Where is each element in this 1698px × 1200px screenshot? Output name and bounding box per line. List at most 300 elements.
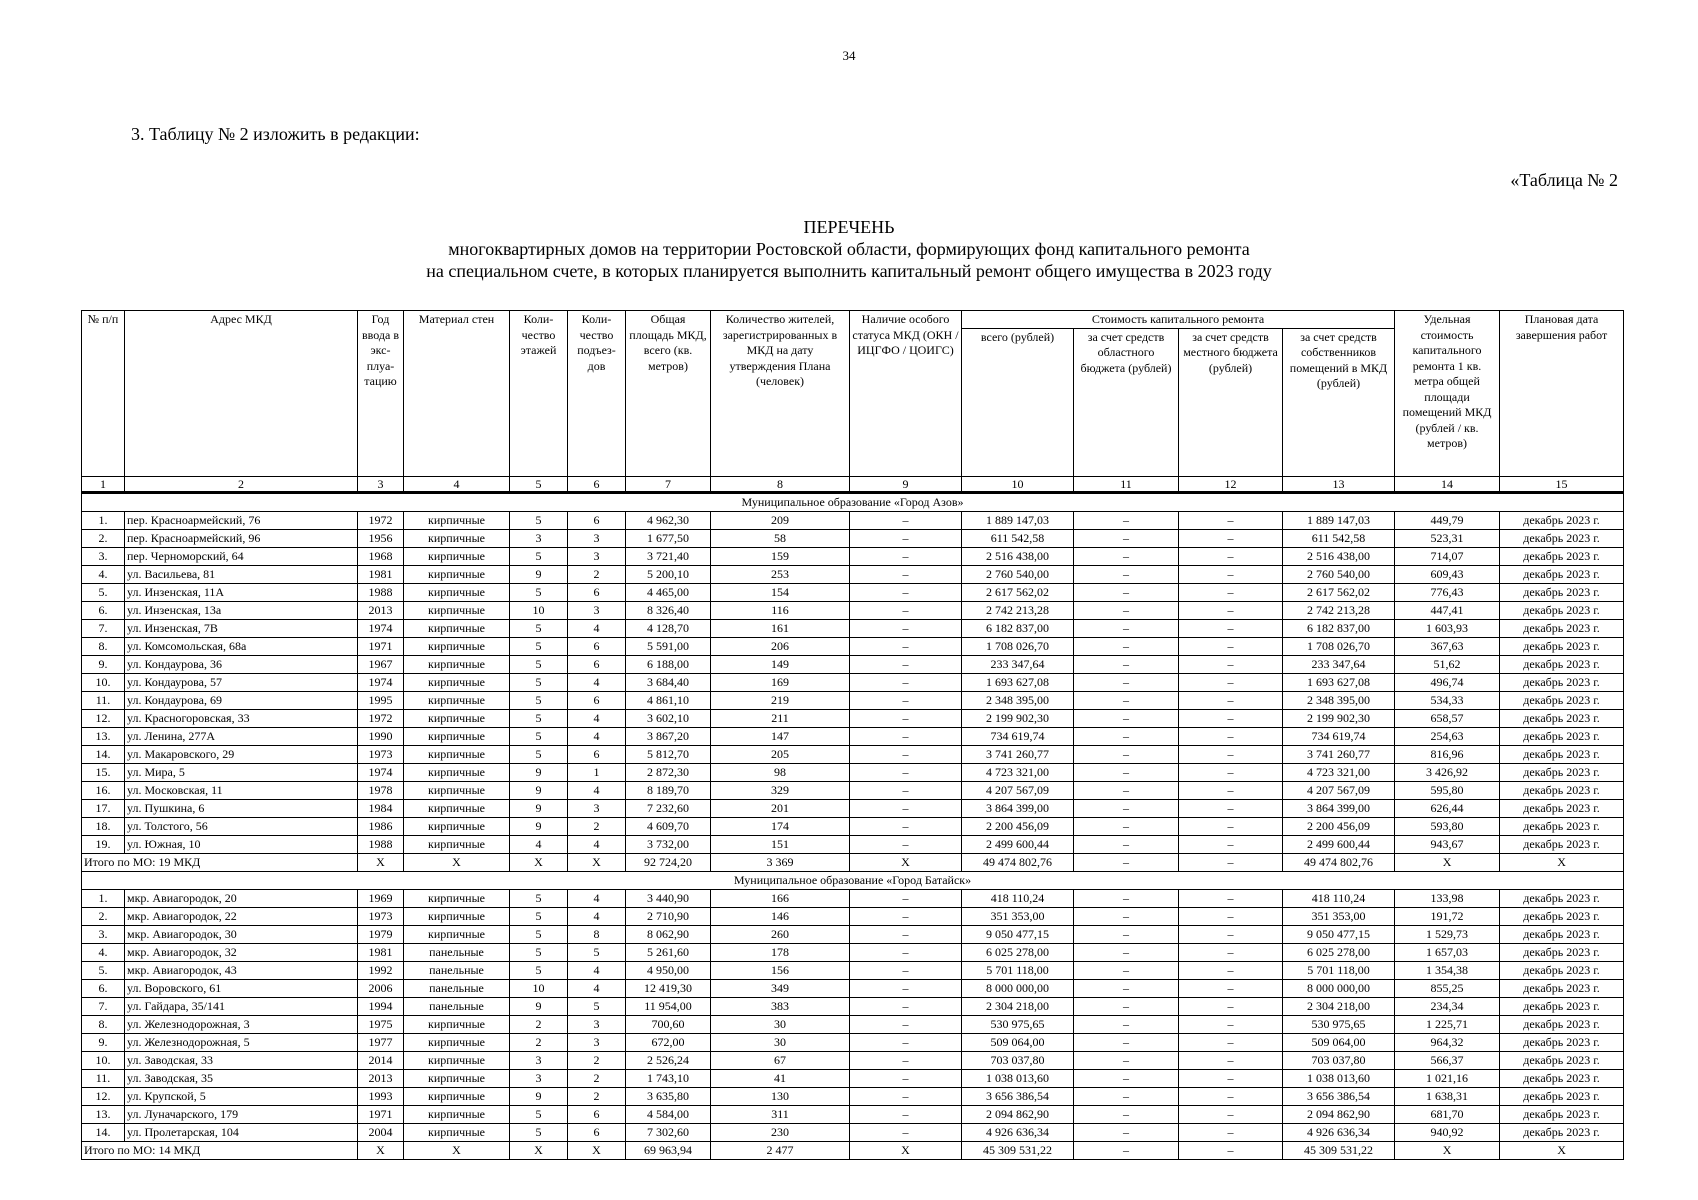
table-cell: – xyxy=(1179,1069,1283,1087)
table-cell: кирпичные xyxy=(404,583,510,601)
table-cell: кирпичные xyxy=(404,673,510,691)
table-cell: 855,25 xyxy=(1395,979,1500,997)
table-cell: 2014 xyxy=(358,1051,404,1069)
table-cell: 1990 xyxy=(358,727,404,745)
table-cell: 9 050 477,15 xyxy=(1283,925,1395,943)
table-cell: 3 721,40 xyxy=(626,547,711,565)
table-cell: – xyxy=(1179,745,1283,763)
table-cell: – xyxy=(1074,907,1179,925)
table-cell: – xyxy=(1074,925,1179,943)
table-cell: 161 xyxy=(711,619,850,637)
table-cell: 3 xyxy=(568,547,626,565)
table-cell: декабрь 2023 г. xyxy=(1500,673,1624,691)
table-cell: 4 723 321,00 xyxy=(1283,763,1395,781)
table-cell: 1975 xyxy=(358,1015,404,1033)
table-cell: 509 064,00 xyxy=(1283,1033,1395,1051)
table-cell: 6 025 278,00 xyxy=(962,943,1074,961)
table-cell: – xyxy=(1074,1015,1179,1033)
table-cell: – xyxy=(1074,601,1179,619)
table-cell: 6 xyxy=(568,1105,626,1123)
header-address: Адрес МКД xyxy=(125,311,358,477)
table-cell: – xyxy=(1074,1051,1179,1069)
table-cell: – xyxy=(1074,943,1179,961)
table-cell: 233 347,64 xyxy=(1283,655,1395,673)
table-cell: – xyxy=(1074,637,1179,655)
table-cell: 1995 xyxy=(358,691,404,709)
table-cell: 3 426,92 xyxy=(1395,763,1500,781)
table-cell: 2 199 902,30 xyxy=(962,709,1074,727)
table-cell: 1 638,31 xyxy=(1395,1087,1500,1105)
table-cell: 6 188,00 xyxy=(626,655,711,673)
table-cell: 5 xyxy=(568,997,626,1015)
table-cell: – xyxy=(1179,619,1283,637)
table-cell: декабрь 2023 г. xyxy=(1500,799,1624,817)
table-cell: 6 xyxy=(568,511,626,529)
header-floors: Коли-чество этажей xyxy=(510,311,568,477)
table-cell: 1974 xyxy=(358,673,404,691)
table-cell: 4 128,70 xyxy=(626,619,711,637)
header-num: № п/п xyxy=(82,311,125,477)
table-cell: 2 742 213,28 xyxy=(1283,601,1395,619)
table-cell: 2013 xyxy=(358,601,404,619)
table-cell: 5 591,00 xyxy=(626,637,711,655)
table-cell: кирпичные xyxy=(404,1015,510,1033)
table-cell: ул. Макаровского, 29 xyxy=(125,745,358,763)
table-cell: 5 xyxy=(510,943,568,961)
table-cell: 3 xyxy=(568,1015,626,1033)
table-cell: – xyxy=(1179,727,1283,745)
table-cell: 8 000 000,00 xyxy=(1283,979,1395,997)
table-cell: 13. xyxy=(82,1105,125,1123)
table-cell: 3 602,10 xyxy=(626,709,711,727)
table-cell: 254,63 xyxy=(1395,727,1500,745)
table-cell: 1984 xyxy=(358,799,404,817)
table-cell: 5 812,70 xyxy=(626,745,711,763)
table-cell: кирпичные xyxy=(404,925,510,943)
title-line-2: многоквартирных домов на территории Ростовской области, формирующих фонд капитального ремонта xyxy=(448,239,1250,259)
table-cell: 6 xyxy=(568,691,626,709)
table-cell: 4. xyxy=(82,565,125,583)
header-material: Материал стен xyxy=(404,311,510,477)
table-cell: 3 xyxy=(510,529,568,547)
table-cell: 1 889 147,03 xyxy=(1283,511,1395,529)
table-cell: – xyxy=(850,763,962,781)
table-cell: 7 232,60 xyxy=(626,799,711,817)
table-cell: – xyxy=(1074,997,1179,1015)
table-cell: 219 xyxy=(711,691,850,709)
table-row xyxy=(82,619,1624,637)
table-cell: 3 867,20 xyxy=(626,727,711,745)
total-cell: X xyxy=(510,1141,568,1159)
table-cell: 3 864 399,00 xyxy=(962,799,1074,817)
table-cell: 260 xyxy=(711,925,850,943)
table-cell: декабрь 2023 г. xyxy=(1500,529,1624,547)
table-cell: 964,32 xyxy=(1395,1033,1500,1051)
table-cell: ул. Ленина, 277А xyxy=(125,727,358,745)
table-row xyxy=(82,601,1624,619)
table-cell: 2 094 862,90 xyxy=(1283,1105,1395,1123)
table-cell: 6 xyxy=(568,1123,626,1141)
table-cell: 4 861,10 xyxy=(626,691,711,709)
table-cell: 67 xyxy=(711,1051,850,1069)
table-cell: 4 584,00 xyxy=(626,1105,711,1123)
table-cell: 9 050 477,15 xyxy=(962,925,1074,943)
table-cell: – xyxy=(1074,799,1179,817)
column-number: 13 xyxy=(1283,476,1395,492)
table-cell: 530 975,65 xyxy=(962,1015,1074,1033)
table-row xyxy=(82,1033,1624,1051)
table-cell: декабрь 2023 г. xyxy=(1500,1051,1624,1069)
table-cell: 1967 xyxy=(358,655,404,673)
table-cell: 10. xyxy=(82,673,125,691)
table-cell: 3 864 399,00 xyxy=(1283,799,1395,817)
table-cell: – xyxy=(850,691,962,709)
table-cell: 3 xyxy=(510,1069,568,1087)
section-title: Муниципальное образование «Город Батайск» xyxy=(82,871,1624,889)
table-cell: 5 xyxy=(510,709,568,727)
table-cell: 11. xyxy=(82,1069,125,1087)
table-cell: 2 094 862,90 xyxy=(962,1105,1074,1123)
houses-table xyxy=(81,310,1624,1160)
table-cell: 6. xyxy=(82,601,125,619)
total-cell: 45 309 531,22 xyxy=(962,1141,1074,1159)
table-cell: кирпичные xyxy=(404,1069,510,1087)
table-cell: – xyxy=(850,817,962,835)
table-cell: 3 684,40 xyxy=(626,673,711,691)
table-cell: – xyxy=(1179,673,1283,691)
table-cell: ул. Кондаурова, 69 xyxy=(125,691,358,709)
table-cell: декабрь 2023 г. xyxy=(1500,547,1624,565)
table-cell: 1 657,03 xyxy=(1395,943,1500,961)
table-cell: 6 182 837,00 xyxy=(1283,619,1395,637)
column-number: 15 xyxy=(1500,476,1624,492)
table-cell: 2 499 600,44 xyxy=(1283,835,1395,853)
table-cell: 2 199 902,30 xyxy=(1283,709,1395,727)
page-number: 34 xyxy=(842,48,856,63)
table-cell: – xyxy=(850,619,962,637)
table-cell: 17. xyxy=(82,799,125,817)
table-cell: ул. Железнодорожная, 5 xyxy=(125,1033,358,1051)
table-cell: 940,92 xyxy=(1395,1123,1500,1141)
table-cell: 133,98 xyxy=(1395,889,1500,907)
table-cell: 5 xyxy=(510,1105,568,1123)
table-row xyxy=(82,673,1624,691)
table-cell: – xyxy=(1179,979,1283,997)
table-cell: 816,96 xyxy=(1395,745,1500,763)
table-cell: – xyxy=(1074,979,1179,997)
table-cell: 16. xyxy=(82,781,125,799)
table-cell: декабрь 2023 г. xyxy=(1500,565,1624,583)
table-cell: 8 062,90 xyxy=(626,925,711,943)
table-cell: 383 xyxy=(711,997,850,1015)
total-cell: 92 724,20 xyxy=(626,853,711,871)
table-cell: – xyxy=(850,1123,962,1141)
table-cell: 3 656 386,54 xyxy=(1283,1087,1395,1105)
table-cell: кирпичные xyxy=(404,601,510,619)
table-cell: 4 207 567,09 xyxy=(1283,781,1395,799)
table-cell: 2. xyxy=(82,529,125,547)
column-number: 7 xyxy=(626,476,711,492)
column-number: 12 xyxy=(1179,476,1283,492)
table-cell: – xyxy=(850,1105,962,1123)
table-cell: – xyxy=(1074,529,1179,547)
title-line-3: на специальном счете, в которых планируется выполнить капитальный ремонт общего имущества в 2023 году xyxy=(426,261,1272,281)
table-cell: – xyxy=(1179,547,1283,565)
table-cell: кирпичные xyxy=(404,547,510,565)
table-cell: 2 760 540,00 xyxy=(962,565,1074,583)
header-cost-total: всего (рублей) xyxy=(962,328,1074,476)
table-cell: 4. xyxy=(82,943,125,961)
table-row xyxy=(82,835,1624,853)
table-cell: 156 xyxy=(711,961,850,979)
table-cell: – xyxy=(850,637,962,655)
header-area: Общая площадь МКД, всего (кв. метров) xyxy=(626,311,711,477)
table-row xyxy=(82,511,1624,529)
table-cell: – xyxy=(1179,583,1283,601)
table-cell: 1969 xyxy=(358,889,404,907)
table-row xyxy=(82,925,1624,943)
table-cell: 146 xyxy=(711,907,850,925)
table-cell: 14. xyxy=(82,745,125,763)
table-cell: – xyxy=(1074,655,1179,673)
table-cell: ул. Заводская, 33 xyxy=(125,1051,358,1069)
table-cell: 626,44 xyxy=(1395,799,1500,817)
table-cell: кирпичные xyxy=(404,1105,510,1123)
table-cell: 5 xyxy=(510,583,568,601)
total-label: Итого по МО: 14 МКД xyxy=(82,1141,358,1159)
table-row xyxy=(82,1069,1624,1087)
total-cell: X xyxy=(568,853,626,871)
table-cell: – xyxy=(1074,511,1179,529)
table-cell: 2 499 600,44 xyxy=(962,835,1074,853)
table-cell: ул. Мира, 5 xyxy=(125,763,358,781)
table-cell: – xyxy=(1074,817,1179,835)
table-row xyxy=(82,1087,1624,1105)
table-cell: кирпичные xyxy=(404,1051,510,1069)
column-number: 8 xyxy=(711,476,850,492)
table-cell: 1971 xyxy=(358,1105,404,1123)
table-cell: 1 677,50 xyxy=(626,529,711,547)
table-cell: ул. Васильева, 81 xyxy=(125,565,358,583)
table-cell: 9 xyxy=(510,781,568,799)
table-cell: – xyxy=(1074,1123,1179,1141)
table-cell: кирпичные xyxy=(404,799,510,817)
table-cell: ул. Красногоровская, 33 xyxy=(125,709,358,727)
table-cell: 58 xyxy=(711,529,850,547)
table-cell: – xyxy=(1074,781,1179,799)
table-cell: 4 xyxy=(568,709,626,727)
table-row xyxy=(82,709,1624,727)
table-cell: 14. xyxy=(82,1123,125,1141)
table-cell: – xyxy=(1179,835,1283,853)
table-cell: 5 xyxy=(510,1123,568,1141)
column-number: 5 xyxy=(510,476,568,492)
table-row xyxy=(82,1123,1624,1141)
table-cell: 1973 xyxy=(358,907,404,925)
table-cell: декабрь 2023 г. xyxy=(1500,997,1624,1015)
table-cell: 234,34 xyxy=(1395,997,1500,1015)
total-cell: X xyxy=(1500,853,1624,871)
table-cell: 154 xyxy=(711,583,850,601)
table-cell: декабрь 2023 г. xyxy=(1500,835,1624,853)
table-cell: 4 926 636,34 xyxy=(1283,1123,1395,1141)
table-cell: 1 xyxy=(568,763,626,781)
table-cell: 6. xyxy=(82,979,125,997)
column-number: 9 xyxy=(850,476,962,492)
table-cell: 5 xyxy=(510,745,568,763)
table-cell: 205 xyxy=(711,745,850,763)
table-cell: 1 708 026,70 xyxy=(962,637,1074,655)
table-reference: «Таблица № 2 xyxy=(1510,170,1618,190)
table-cell: – xyxy=(1179,763,1283,781)
table-cell: 2 xyxy=(568,817,626,835)
table-cell: 209 xyxy=(711,511,850,529)
table-row xyxy=(82,817,1624,835)
table-row xyxy=(82,1105,1624,1123)
table-cell: – xyxy=(1179,1087,1283,1105)
table-cell: 1956 xyxy=(358,529,404,547)
table-cell: 1 693 627,08 xyxy=(1283,673,1395,691)
table-cell: 3 xyxy=(568,1033,626,1051)
table-cell: 1973 xyxy=(358,745,404,763)
column-number: 3 xyxy=(358,476,404,492)
table-cell: декабрь 2023 г. xyxy=(1500,511,1624,529)
table-cell: 9 xyxy=(510,763,568,781)
table-cell: декабрь 2023 г. xyxy=(1500,1069,1624,1087)
table-cell: 329 xyxy=(711,781,850,799)
table-cell: кирпичные xyxy=(404,1033,510,1051)
table-cell: 1979 xyxy=(358,925,404,943)
table-cell: 534,33 xyxy=(1395,691,1500,709)
table-cell: декабрь 2023 г. xyxy=(1500,637,1624,655)
table-cell: 6 182 837,00 xyxy=(962,619,1074,637)
table-cell: 10 xyxy=(510,979,568,997)
table-cell: декабрь 2023 г. xyxy=(1500,601,1624,619)
header-end-date: Плановая дата завершения работ xyxy=(1500,311,1624,477)
table-cell: 8. xyxy=(82,1015,125,1033)
table-cell: – xyxy=(850,727,962,745)
table-cell: – xyxy=(1074,745,1179,763)
total-cell: – xyxy=(1179,1141,1283,1159)
table-cell: 4 xyxy=(568,835,626,853)
table-cell: 1978 xyxy=(358,781,404,799)
table-cell: – xyxy=(850,979,962,997)
table-cell: 130 xyxy=(711,1087,850,1105)
table-cell: декабрь 2023 г. xyxy=(1500,979,1624,997)
table-cell: 12. xyxy=(82,709,125,727)
table-row xyxy=(82,583,1624,601)
total-cell: X xyxy=(358,1141,404,1159)
table-cell: 191,72 xyxy=(1395,907,1500,925)
table-cell: – xyxy=(850,1069,962,1087)
table-cell: 6 025 278,00 xyxy=(1283,943,1395,961)
table-cell: – xyxy=(1179,817,1283,835)
table-cell: 7 302,60 xyxy=(626,1123,711,1141)
table-cell: – xyxy=(850,655,962,673)
table-cell: 3 656 386,54 xyxy=(962,1087,1074,1105)
table-cell: 116 xyxy=(711,601,850,619)
table-cell: 9 xyxy=(510,1087,568,1105)
table-cell: 681,70 xyxy=(1395,1105,1500,1123)
table-cell: – xyxy=(1179,925,1283,943)
table-cell: 1 889 147,03 xyxy=(962,511,1074,529)
table-cell: мкр. Авиагородок, 32 xyxy=(125,943,358,961)
column-number: 4 xyxy=(404,476,510,492)
table-cell: – xyxy=(1179,601,1283,619)
table-cell: 9 xyxy=(510,565,568,583)
table-cell: 496,74 xyxy=(1395,673,1500,691)
table-cell: – xyxy=(1179,637,1283,655)
table-cell: декабрь 2023 г. xyxy=(1500,925,1624,943)
table-cell: 1968 xyxy=(358,547,404,565)
header-year: Год ввода в экс-плуа-тацию xyxy=(358,311,404,477)
table-cell: кирпичные xyxy=(404,1087,510,1105)
table-cell: 700,60 xyxy=(626,1015,711,1033)
total-cell: 49 474 802,76 xyxy=(1283,853,1395,871)
total-cell: 49 474 802,76 xyxy=(962,853,1074,871)
table-cell: – xyxy=(850,709,962,727)
table-cell: 51,62 xyxy=(1395,655,1500,673)
table-cell: 703 037,80 xyxy=(962,1051,1074,1069)
table-cell: 2 516 438,00 xyxy=(1283,547,1395,565)
table-cell: 18. xyxy=(82,817,125,835)
table-cell: – xyxy=(1179,511,1283,529)
table-row xyxy=(82,529,1624,547)
table-cell: 595,80 xyxy=(1395,781,1500,799)
table-cell: ул. Толстого, 56 xyxy=(125,817,358,835)
table-cell: пер. Черноморский, 64 xyxy=(125,547,358,565)
table-cell: ул. Комсомольская, 68а xyxy=(125,637,358,655)
table-cell: 5 xyxy=(510,547,568,565)
table-cell: 1 038 013,60 xyxy=(1283,1069,1395,1087)
table-cell: 5 200,10 xyxy=(626,565,711,583)
total-cell: X xyxy=(850,1141,962,1159)
table-cell: 672,00 xyxy=(626,1033,711,1051)
table-cell: 714,07 xyxy=(1395,547,1500,565)
table-cell: декабрь 2023 г. xyxy=(1500,727,1624,745)
table-cell: 5 701 118,00 xyxy=(1283,961,1395,979)
column-number: 6 xyxy=(568,476,626,492)
table-cell: 178 xyxy=(711,943,850,961)
header-cost-regional: за счет средств областного бюджета (рублей) xyxy=(1074,328,1179,476)
table-cell: 4 465,00 xyxy=(626,583,711,601)
table-cell: кирпичные xyxy=(404,1123,510,1141)
header-entrances: Коли-чество подъез-дов xyxy=(568,311,626,477)
table-cell: 159 xyxy=(711,547,850,565)
table-cell: 2 760 540,00 xyxy=(1283,565,1395,583)
table-cell: декабрь 2023 г. xyxy=(1500,1123,1624,1141)
table-cell: 1 225,71 xyxy=(1395,1015,1500,1033)
table-cell: 611 542,58 xyxy=(1283,529,1395,547)
table-cell: 233 347,64 xyxy=(962,655,1074,673)
table-cell: декабрь 2023 г. xyxy=(1500,745,1624,763)
section-title: Муниципальное образование «Город Азов» xyxy=(82,492,1624,511)
table-cell: ул. Инзенская, 13а xyxy=(125,601,358,619)
table-cell: декабрь 2023 г. xyxy=(1500,709,1624,727)
total-cell: X xyxy=(1395,853,1500,871)
table-cell: – xyxy=(1074,1033,1179,1051)
table-row xyxy=(82,799,1624,817)
table-cell: – xyxy=(1179,907,1283,925)
table-cell: – xyxy=(1179,1105,1283,1123)
table-cell: 1977 xyxy=(358,1033,404,1051)
table-cell: 5 xyxy=(510,511,568,529)
table-cell: ул. Инзенская, 7В xyxy=(125,619,358,637)
total-row xyxy=(82,1141,1624,1159)
table-cell: 12. xyxy=(82,1087,125,1105)
table-cell: 349 xyxy=(711,979,850,997)
table-cell: 1974 xyxy=(358,763,404,781)
